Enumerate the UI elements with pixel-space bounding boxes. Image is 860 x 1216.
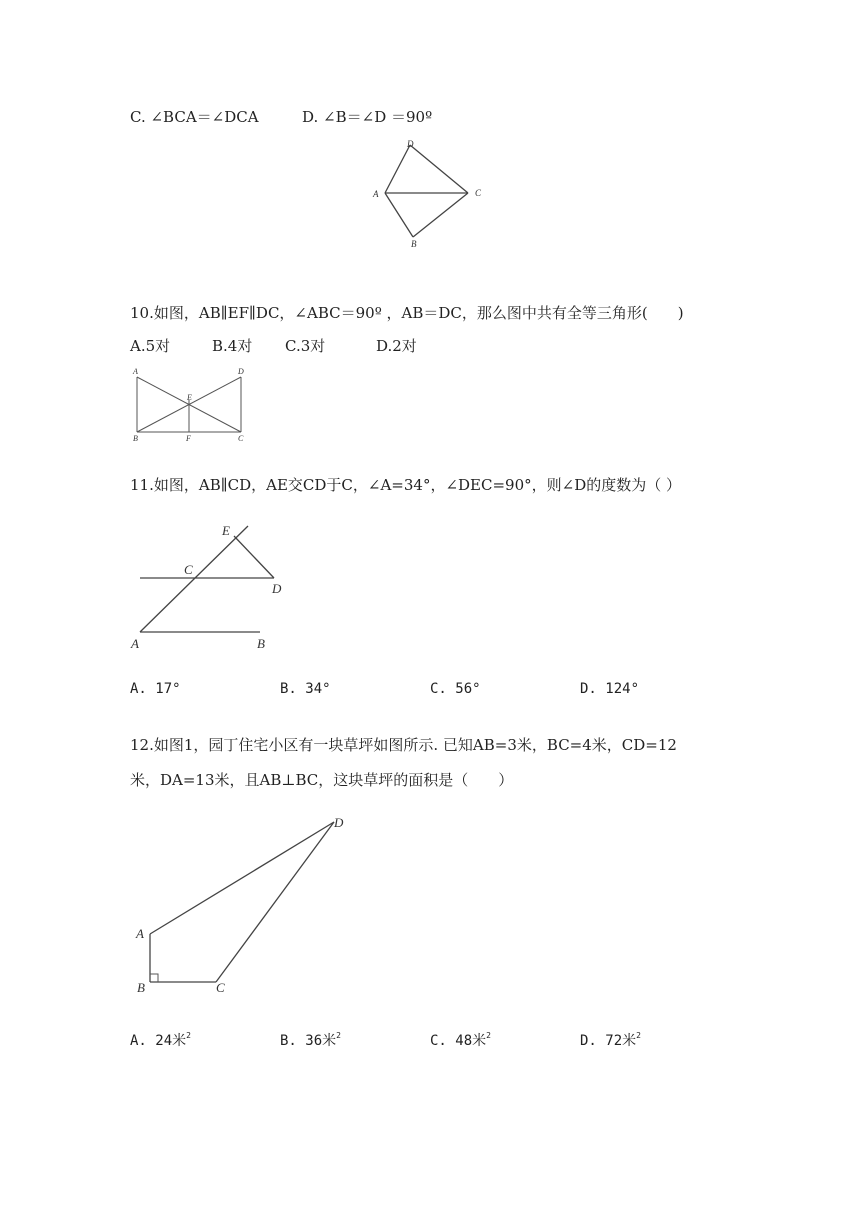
- q11-figure: [128, 520, 298, 660]
- q12-label-c: C: [216, 980, 225, 995]
- q10-label-f: F: [186, 434, 191, 443]
- q9-label-b: B: [411, 239, 417, 249]
- q10-option-a: A.5对: [130, 337, 171, 355]
- q9-label-a: A: [373, 189, 379, 199]
- q9-figure: [365, 135, 485, 255]
- q12-option-a-text: A. 24米: [130, 1033, 187, 1049]
- q12-option-d-text: D. 72米: [580, 1033, 637, 1049]
- q10-option-d: D.2对: [376, 337, 417, 355]
- q11-question: 11.如图，AB∥CD，AE交CD于C，∠A=34°，∠DEC=90°，则∠D的度数为（ ）: [130, 476, 682, 494]
- q10-label-d: D: [238, 367, 244, 376]
- q12-label-d: D: [334, 815, 344, 830]
- q10-label-b: B: [133, 434, 138, 443]
- q12-option-d-sup: 2: [636, 1031, 641, 1040]
- q12-option-b: [280, 1030, 341, 1050]
- q12-option-d: [580, 1030, 641, 1050]
- q12-option-c: [430, 1030, 491, 1050]
- q9-option-c: C. ∠BCA＝∠DCA: [130, 108, 259, 126]
- q11-option-b: B. 34°: [280, 681, 331, 697]
- q12-option-a-sup: 2: [186, 1031, 191, 1040]
- q11-option-d: D. 124°: [580, 681, 640, 697]
- q12-label-b: B: [137, 980, 145, 995]
- q9-label-c: C: [475, 188, 482, 198]
- q10-label-e: E: [187, 393, 192, 402]
- q12-figure: [128, 812, 368, 1002]
- q11-option-a: A. 17°: [130, 681, 181, 697]
- q9-option-d: D. ∠B＝∠D ＝90º: [302, 108, 433, 126]
- q10-label-c: C: [238, 434, 244, 443]
- q11-label-c: C: [184, 562, 193, 577]
- q12-option-c-sup: 2: [486, 1031, 491, 1040]
- q10-figure: [130, 368, 260, 448]
- q10-option-c: C.3对: [285, 337, 326, 355]
- q11-option-c: C. 56°: [430, 681, 481, 697]
- q12-option-b-sup: 2: [336, 1031, 341, 1040]
- q12-question-line2: 米，DA=13米，且AB⊥BC，这块草坪的面积是（ ）: [130, 771, 514, 789]
- q12-question-line1: 12.如图1，园丁住宅小区有一块草坪如图所示. 已知AB=3米，BC=4米，CD=12: [130, 736, 677, 754]
- q9-label-d: D: [407, 139, 414, 149]
- q10-option-b: B.4对: [212, 337, 253, 355]
- q10-question: 10.如图，AB∥EF∥DC，∠ABC＝90º ，AB＝DC，那么图中共有全等三角形( ): [130, 304, 684, 322]
- q12-option-b-text: B. 36米: [280, 1033, 337, 1049]
- q11-label-b: B: [257, 636, 265, 651]
- q11-label-d: D: [272, 581, 282, 596]
- q10-label-a: A: [133, 367, 138, 376]
- q12-option-c-text: C. 48米: [430, 1033, 487, 1049]
- q11-label-e: E: [222, 523, 230, 538]
- q12-label-a: A: [136, 926, 144, 941]
- q11-label-a: A: [131, 636, 139, 651]
- q12-option-a: [130, 1030, 191, 1050]
